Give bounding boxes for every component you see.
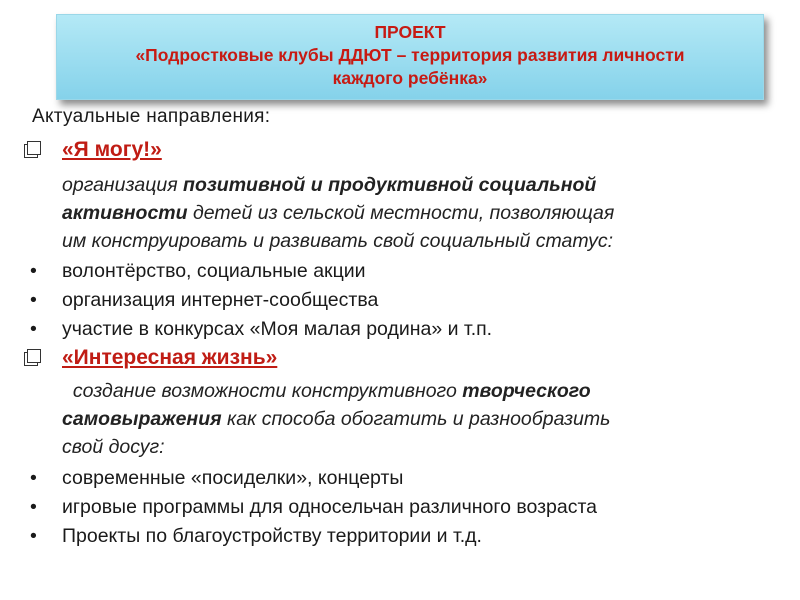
desc-text: создание возможности конструктивного — [62, 380, 463, 402]
desc-bold-text: позитивной и продуктивной социальной — [183, 174, 597, 196]
desc-bold-text: творческого — [462, 380, 591, 402]
direction-description-line — [62, 174, 596, 197]
list-item — [30, 525, 482, 548]
title-line-2: «Подростковые клубы ДДЮТ – территория развития личности — [135, 45, 685, 65]
desc-bold-text: самовыражения — [62, 408, 222, 430]
directions-heading: Актуальные направления: — [32, 106, 271, 127]
bullet-dot-icon: • — [30, 260, 37, 282]
bullet-dot-icon: • — [30, 318, 37, 340]
title-line-1: ПРОЕКТ — [374, 22, 446, 42]
bullet-dot-icon: • — [30, 289, 37, 311]
list-item — [30, 260, 366, 283]
checkbox-bullet-icon — [22, 347, 44, 367]
list-item-text: участие в конкурсах «Моя малая родина» и т.п. — [62, 318, 493, 340]
list-item-text: Проекты по благоустройству территории и т.д. — [62, 525, 482, 547]
direction-description-line — [62, 380, 591, 403]
direction-description-line — [62, 202, 614, 225]
direction-label: «Интересная жизнь» — [62, 346, 278, 369]
bullet-dot-icon: • — [30, 467, 37, 489]
list-item-text: современные «посиделки», концерты — [62, 467, 404, 489]
checkbox-bullet-icon — [22, 139, 44, 159]
bullet-dot-icon: • — [30, 496, 37, 518]
direction-description-line: им конструировать и развивать свой социальный статус: — [62, 230, 614, 252]
direction-item-i-can — [22, 138, 162, 162]
title-line-3: каждого ребёнка» — [332, 68, 488, 88]
desc-text: организация — [62, 174, 184, 196]
desc-bold-text: активности — [62, 202, 188, 224]
list-item — [30, 467, 403, 490]
list-item-text: организация интернет-сообщества — [62, 289, 379, 311]
list-item — [30, 496, 597, 519]
desc-text: как способа обогатить и разнообразить — [221, 408, 611, 430]
list-item-text: игровые программы для односельчан различного возраста — [62, 496, 598, 518]
direction-description-line — [62, 408, 610, 431]
direction-label: «Я могу!» — [62, 138, 162, 161]
direction-item-interesting-life — [22, 346, 277, 370]
list-item-text: волонтёрство, социальные акции — [62, 260, 366, 282]
title-banner — [56, 14, 764, 100]
bullet-dot-icon: • — [30, 525, 37, 547]
direction-description-line: свой досуг: — [62, 436, 165, 458]
desc-text: детей из сельской местности, позволяющая — [187, 202, 615, 224]
list-item — [30, 318, 492, 341]
list-item — [30, 289, 378, 312]
